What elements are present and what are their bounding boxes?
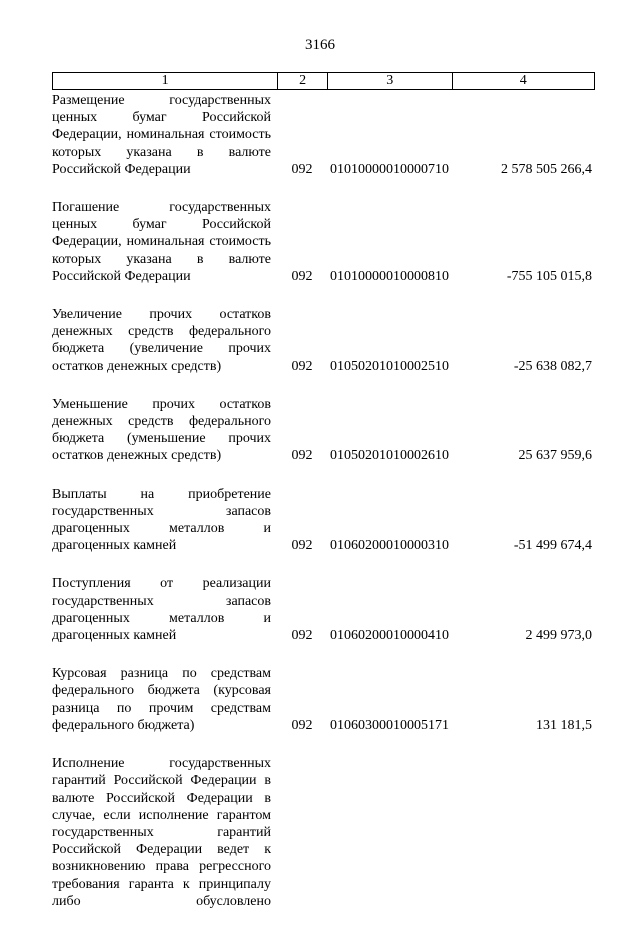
row-amount: -755 105 015,8: [506, 268, 592, 284]
table-body: [52, 92, 595, 931]
column-header-2: 2: [277, 73, 327, 89]
table-row: [52, 665, 595, 734]
table-row: [52, 306, 595, 375]
table-row: [52, 199, 595, 285]
row-description: Уменьшение прочих остатков денежных средств федерального бюджета (уменьшение прочих остатков денежных средств): [52, 396, 271, 464]
row-amount: -25 638 082,7: [513, 358, 592, 374]
table-row: [52, 396, 595, 465]
row-classification-code: 01050201010002610: [330, 448, 449, 464]
row-description: Размещение государственных ценных бумаг Российской Федерации, номинальная стоимость которых указана в валюте Российской Федерации: [52, 93, 271, 177]
table-header: [52, 72, 595, 90]
row-admin-code: 092: [291, 448, 313, 464]
table-row: [52, 486, 595, 555]
table-row: [52, 575, 595, 644]
row-admin-code: 092: [291, 358, 313, 374]
row-description: Выплаты на приобретение государственных запасов драгоценных металлов и драгоценных камней: [52, 486, 271, 554]
column-header-1: 1: [161, 73, 169, 88]
row-classification-code: 01060300010005171: [330, 717, 449, 733]
row-admin-code: 092: [291, 538, 313, 554]
row-classification-code: 01010000010000710: [330, 161, 449, 177]
row-description: Исполнение государственных гарантий Российской Федерации в валюте Российской Федерации в случае, если исполнение гарантом государственных гарантий Российской Федерации ведет к возникновению права регрессного требования гаранта к принципалу либо обусловлено: [52, 756, 271, 909]
column-header-4: 4: [452, 73, 594, 89]
row-admin-code: 092: [291, 268, 313, 284]
row-classification-code: 01050201010002510: [330, 358, 449, 374]
row-classification-code: 01060200010000410: [330, 628, 449, 644]
row-description: Увеличение прочих остатков денежных средств федерального бюджета (увеличение прочих остатков денежных средств): [52, 307, 271, 374]
row-classification-code: 01010000010000810: [330, 268, 449, 284]
row-classification-code: 01060200010000310: [330, 538, 449, 554]
row-amount: -51 499 674,4: [513, 538, 592, 554]
row-amount: 25 637 959,6: [518, 448, 592, 464]
table-row: [52, 92, 595, 178]
row-amount: 131 181,5: [536, 717, 592, 733]
table-row: [52, 755, 595, 910]
row-admin-code: 092: [291, 628, 313, 644]
row-description: Погашение государственных ценных бумаг Российской Федерации, номинальная стоимость которых указана в валюте Российской Федерации: [52, 200, 271, 284]
row-admin-code: 092: [291, 161, 313, 177]
row-description: Курсовая разница по средствам федерального бюджета (курсовая разница по прочим средствам федерального бюджета): [52, 666, 271, 733]
row-amount: 2 578 505 266,4: [501, 161, 592, 177]
column-header-3: 3: [327, 73, 452, 89]
page-number: 3166: [305, 37, 335, 53]
row-description: Поступления от реализации государственных запасов драгоценных металлов и драгоценных камней: [52, 576, 271, 644]
row-amount: 2 499 973,0: [525, 628, 592, 644]
row-admin-code: 092: [291, 717, 313, 733]
